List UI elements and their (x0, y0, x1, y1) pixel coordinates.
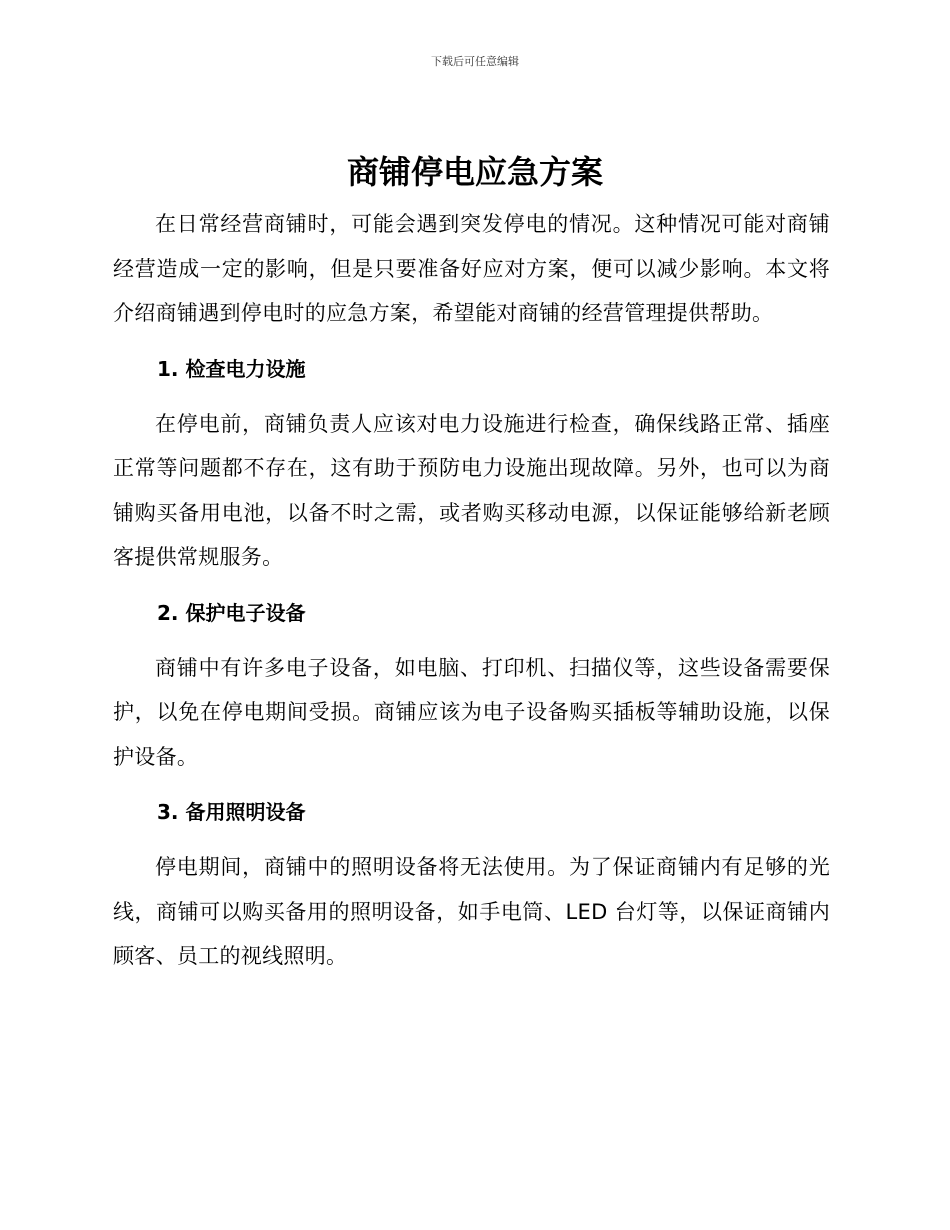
section-body-1: 在停电前，商铺负责人应该对电力设施进行检查，确保线路正常、插座正常等问题都不存在，这有助于预防电力设施出现故障。另外，也可以为商铺购买备用电池，以备不时之需，或者购买移动电源，以保证能够给新老顾客提供常规服务。 (113, 411, 830, 569)
section-heading-1: 1. 检查电力设施 (157, 356, 306, 381)
section-body-2: 商铺中有许多电子设备，如电脑、打印机、扫描仪等，这些设备需要保护，以免在停电期间受损。商铺应该为电子设备购买插板等辅助设施，以保护设备。 (113, 655, 830, 769)
intro-paragraph: 在日常经营商铺时，可能会遇到突发停电的情况。这种情况可能对商铺经营造成一定的影响，但是只要准备好应对方案，便可以减少影响。本文将介绍商铺遇到停电时的应急方案，希望能对商铺的经营管理提供帮助。 (113, 212, 830, 325)
section-body-3: 停电期间，商铺中的照明设备将无法使用。为了保证商铺内有足够的光线，商铺可以购买备用的照明设备，如手电筒、LED 台灯等，以保证商铺内顾客、员工的视线照明。 (113, 855, 830, 968)
header-note: 下载后可任意编辑 (431, 55, 519, 68)
document-body (113, 202, 830, 979)
document-title: 商铺停电应急方案 (346, 153, 603, 191)
section-heading-2: 2. 保护电子设备 (157, 600, 306, 625)
section-heading-3: 3. 备用照明设备 (157, 800, 306, 824)
